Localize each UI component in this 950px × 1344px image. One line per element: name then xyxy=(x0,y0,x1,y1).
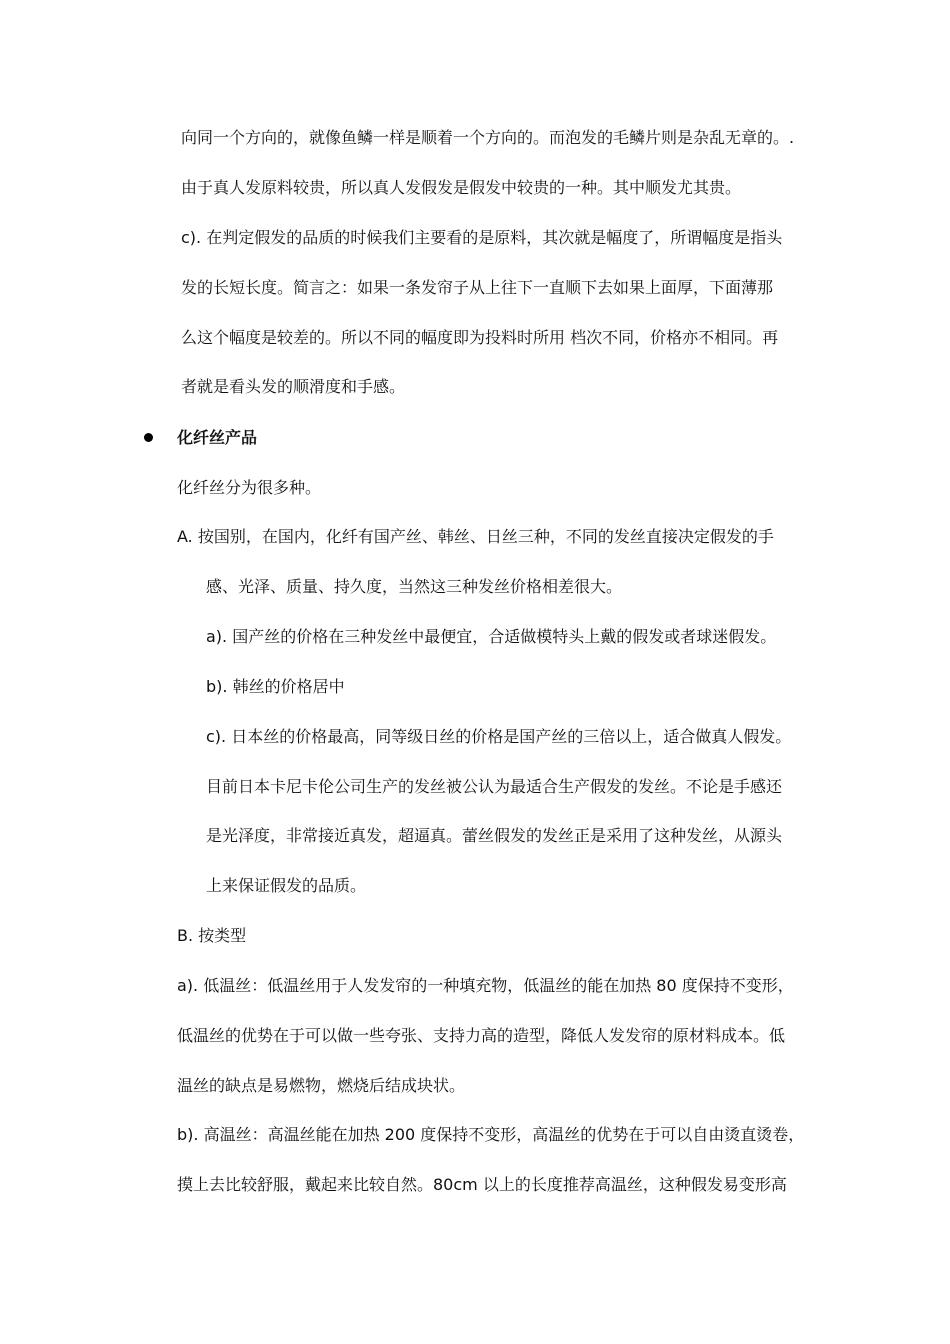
paragraph-line: 者就是看头发的顺滑度和手感。 xyxy=(181,377,406,396)
paragraph-line: 么这个幅度是较差的。所以不同的幅度即为投料时所用 档次不同，价格亦不相同。再 xyxy=(181,328,779,347)
paragraph-line: 向同一个方向的，就像鱼鳞一样是顺着一个方向的。而泡发的毛鳞片则是杂乱无章的。. xyxy=(181,128,795,147)
paragraph-line: 化纤丝分为很多种。 xyxy=(177,478,322,497)
paragraph-line: 上来保证假发的品质。 xyxy=(206,876,367,895)
paragraph-line: 低温丝的优势在于可以做一些夸张、支持力高的造型，降低人发发帘的原材料成本。低 xyxy=(177,1026,786,1045)
sub-item-a: a). 低温丝：低温丝用于人发发帘的一种填充物，低温丝的能在加热 80 度保持不变形， xyxy=(177,976,794,995)
bullet-icon xyxy=(144,433,153,442)
sub-item-a: a). 国产丝的价格在三种发丝中最便宜，合适做模特头上戴的假发或者球迷假发。 xyxy=(206,627,777,646)
paragraph-line: 感、光泽、质量、持久度，当然这三种发丝价格相差很大。 xyxy=(206,577,623,596)
sub-item-b: b). 韩丝的价格居中 xyxy=(206,677,345,696)
sub-item-b: b). 高温丝：高温丝能在加热 200 度保持不变形，高温丝的优势在于可以自由烫直烫卷， xyxy=(177,1125,805,1144)
paragraph-line: 是光泽度，非常接近真发，超逼真。蕾丝假发的发丝正是采用了这种发丝，从源头 xyxy=(206,826,783,845)
paragraph-line: 目前日本卡尼卡伦公司生产的发丝被公认为最适合生产假发的发丝。不论是手感还 xyxy=(206,777,783,796)
sub-item-c: c). 日本丝的价格最高，同等级日丝的价格是国产丝的三倍以上，适合做真人假发。 xyxy=(206,727,792,746)
paragraph-line: 发的长短长度。简言之：如果一条发帘子从上往下一直顺下去如果上面厚，下面薄那 xyxy=(181,278,774,297)
section-heading: 化纤丝产品 xyxy=(177,428,258,447)
paragraph-line: 温丝的缺点是易燃物，燃烧后结成块状。 xyxy=(177,1076,466,1095)
paragraph-line: 摸上去比较舒服，戴起来比较自然。80cm 以上的长度推荐高温丝，这种假发易变形高 xyxy=(177,1175,787,1194)
paragraph-line: c). 在判定假发的品质的时候我们主要看的是原料，其次就是幅度了，所谓幅度是指头 xyxy=(181,228,783,247)
list-item-B: B. 按类型 xyxy=(177,926,247,945)
list-item-A: A. 按国别，在国内，化纤有国产丝、韩丝、日丝三种，不同的发丝直接决定假发的手 xyxy=(177,527,774,546)
paragraph-line: 由于真人发原料较贵，所以真人发假发是假发中较贵的一种。其中顺发尤其贵。 xyxy=(181,178,742,197)
